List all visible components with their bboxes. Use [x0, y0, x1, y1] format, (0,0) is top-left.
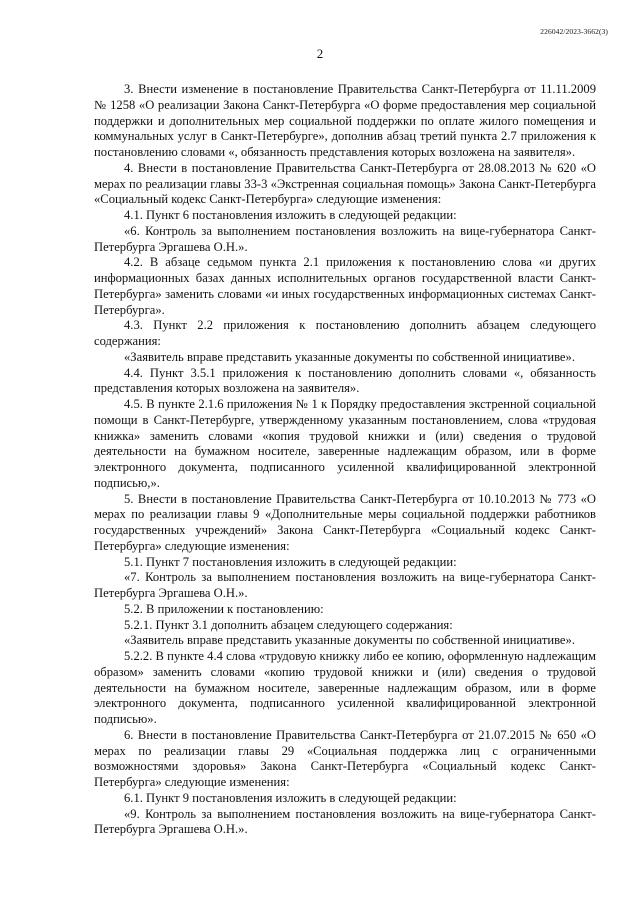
paragraph-quote-applicant: «Заявитель вправе представить указанные документы по собственной инициативе».: [124, 349, 575, 364]
document-registration-number: 226042/2023-3662(3): [540, 27, 608, 36]
paragraph-item-4-1: 4.1. Пункт 6 постановления изложить в следующей редакции:: [124, 208, 457, 222]
paragraph-item-6: 6. Внести в постановление Правительства Санкт-Петербурга от 21.07.2015 № 650 «О мерах по реализации главы 29 «Социальная поддержка лиц с ограниченными возможностями здоровья» Закона Санкт-Петербурга «Социальный кодекс Санкт-Петербурга» следующие изменения:: [94, 727, 596, 789]
page-number: 2: [316, 46, 324, 61]
paragraph-item-5-2-2: 5.2.2. В пункте 4.4 слова «трудовую книжку либо ее копию, оформленную надлежащим образом» заменить словами «копию трудовой книжки и (или) сведения о трудовой деятельности на бумажном носителе, заверенные надлежащим образом, или в форме электронного документа, подписанного усиленной квалифицированной электронной подписью».: [94, 649, 596, 726]
paragraph-item-4-3: 4.3. Пункт 2.2 приложения к постановлению дополнить абзацем следующего содержания:: [94, 318, 596, 348]
paragraph-item-5-1: 5.1. Пункт 7 постановления изложить в следующей редакции:: [124, 554, 457, 569]
paragraph-item-4-2: 4.2. В абзаце седьмом пункта 2.1 приложения к постановлению слова «и других информационных базах данных исполнительных органов государственной власти Санкт-Петербурга» заменить словами «и иных государственных информационных системах Санкт-Петербурга».: [94, 255, 596, 317]
paragraph-item-4: 4. Внести в постановление Правительства Санкт-Петербурга от 28.08.2013 № 620 «О мерах по реализации главы 33-3 «Экстренная социальная помощь» Закона Санкт-Петербурга «Социальный кодекс Санкт-Петербурга» следующие изменения:: [94, 160, 596, 207]
document-body: [94, 82, 596, 838]
paragraph-item-5-2: 5.2. В приложении к постановлению:: [124, 601, 324, 616]
paragraph-item-3: 3. Внести изменение в постановление Правительства Санкт-Петербурга от 11.11.2009 № 1258 «О реализации Закона Санкт-Петербурга «О форме предоставления мер социальной поддержки и дополнительных мер социальной поддержки по оплате жилого помещения и коммунальных услуг в Санкт-Петербурге», дополнив абзац третий пункта 2.7 приложения к постановлению словами «, обязанность представления которых возложена на заявителя».: [94, 82, 596, 159]
paragraph-quote-applicant-2: «Заявитель вправе представить указанные документы по собственной инициативе».: [124, 633, 575, 648]
paragraph-quote-7: «7. Контроль за выполнением постановления возложить на вице-губернатора Санкт-Петербурга Эргашева О.Н.».: [94, 570, 596, 600]
paragraph-item-6-1: 6.1. Пункт 9 постановления изложить в следующей редакции:: [124, 790, 457, 805]
paragraph-item-5-2-1: 5.2.1. Пункт 3.1 дополнить абзацем следующего содержания:: [124, 617, 453, 632]
paragraph-quote-9: «9. Контроль за выполнением постановления возложить на вице-губернатора Санкт-Петербурга Эргашева О.Н.».: [94, 806, 596, 837]
paragraph-item-5: 5. Внести в постановление Правительства Санкт-Петербурга от 10.10.2013 № 773 «О мерах по реализации главы 9 «Дополнительные меры социальной поддержки работников государственных учреждений» Закона Санкт-Петербурга «Социальный кодекс Санкт-Петербурга» следующие изменения:: [94, 491, 596, 553]
paragraph-item-4-4: 4.4. Пункт 3.5.1 приложения к постановлению дополнить словами «, обязанность представления которых возложена на заявителя».: [94, 365, 596, 396]
paragraph-item-4-5: 4.5. В пункте 2.1.6 приложения № 1 к Порядку предоставления экстренной социальной помощи в Санкт-Петербурге, утвержденному указанным постановлением, слова «трудовая книжка» заменить словами «копия трудовой книжки и (или) сведения о трудовой деятельности на бумажном носителе, заверенные надлежащим образом, или в форме электронного документа, подписанного усиленной квалифицированной электронной подписью,».: [94, 397, 596, 490]
paragraph-quote-6: «6. Контроль за выполнением постановления возложить на вице-губернатора Санкт-Петербурга Эргашева О.Н.».: [94, 223, 596, 254]
